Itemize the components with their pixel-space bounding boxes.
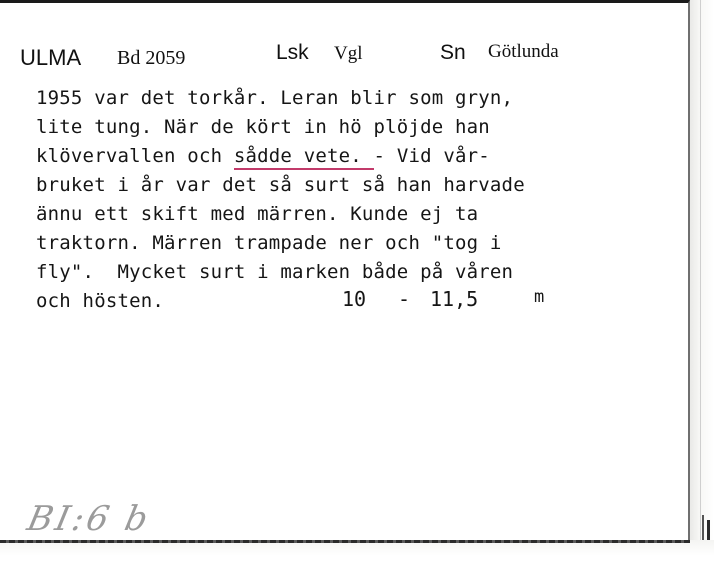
scan-bottom-edge	[0, 540, 714, 566]
scan-right-edge	[690, 0, 714, 566]
landskap-label: Lsk	[276, 41, 309, 64]
text-line-6: traktorn. Märren trampade ner och "tog i	[36, 232, 502, 254]
measurement-to: 11,5	[430, 287, 479, 311]
socken-label: Sn	[440, 41, 466, 64]
measurement-dash: -	[398, 287, 411, 311]
text-line-7: fly". Mycket surt i marken både på våren	[36, 261, 514, 283]
socken-value: Götlunda	[488, 41, 559, 62]
text-line-1: 1955 var det torkår. Leran blir som gryn,	[36, 87, 514, 109]
handwritten-shelfmark: BI:6 b	[23, 499, 155, 539]
landskap-value: Vgl	[334, 43, 363, 64]
record-number: Bd 2059	[117, 47, 186, 69]
card-bottom-border	[0, 540, 690, 543]
text-line-3	[36, 145, 490, 167]
text-line-5: ännu ett skift med märren. Kunde ej ta	[36, 203, 479, 225]
text-line-3-after: - Vid vår-	[373, 145, 490, 167]
text-line-2: lite tung. När de kört in hö plöjde han	[36, 116, 490, 138]
text-line-4: bruket i år var det så surt så han harvade	[36, 174, 525, 196]
text-line-8: och hösten.	[36, 290, 165, 312]
underlined-phrase: sådde vete.	[234, 145, 374, 170]
measurement-unit: m	[534, 287, 545, 307]
archive-name: ULMA	[20, 45, 82, 70]
text-line-3-before: klövervallen och	[36, 145, 234, 167]
measurement-from: 10	[342, 287, 367, 311]
edge-line	[700, 0, 701, 566]
